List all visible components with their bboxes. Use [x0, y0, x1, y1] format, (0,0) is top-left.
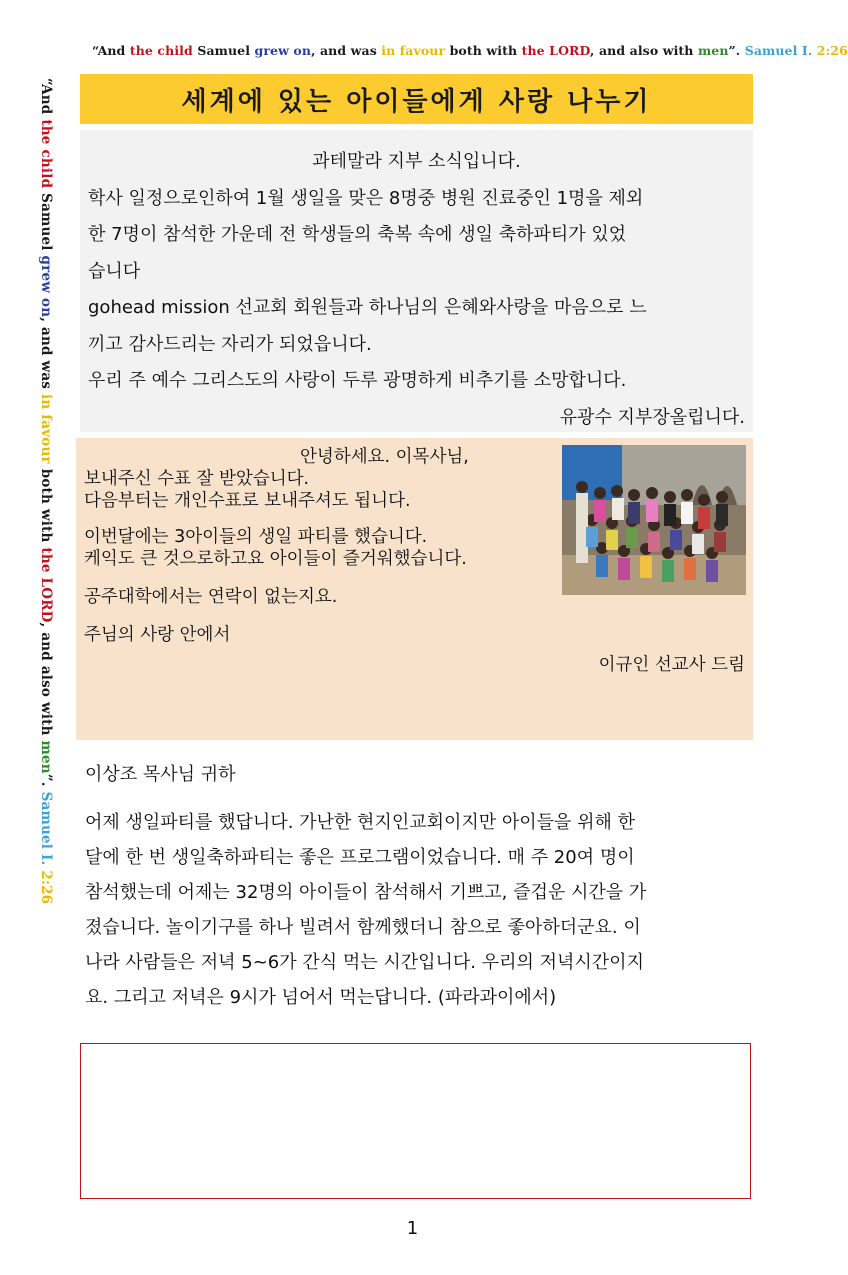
- verse-segment: ”.: [38, 773, 54, 792]
- guatemala-line: 습니다: [88, 260, 141, 282]
- guatemala-line: 한 7명이 참석한 가운데 전 학생들의 축복 속에 생일 축하파티가 있었: [88, 224, 627, 245]
- verse-segment: grew on: [38, 255, 54, 318]
- letter-line: 이번달에는 3아이들의 생일 파티를 했습니다.: [84, 527, 428, 547]
- guatemala-line: 우리 주 예수 그리스도의 사랑이 두루 광명하게 비추기를 소망합니다.: [88, 370, 627, 391]
- verse-segment: Samuel I.: [744, 43, 817, 58]
- letter-line: 다음부터는 개인수표로 보내주셔도 됩니다.: [84, 491, 411, 511]
- verse-segment: grew on: [254, 43, 312, 58]
- verse-segment: ”.: [728, 43, 745, 58]
- paraguay-line: 요. 그리고 저녁은 9시가 넘어서 먹는답니다. (파라과이에서): [85, 987, 557, 1008]
- verse-segment: , and was: [38, 317, 54, 395]
- verse-segment: 2:26: [816, 43, 848, 58]
- paraguay-letter: [85, 805, 750, 1015]
- guatemala-line: gohead mission 선교회 회원들과 하나님의 은혜와사랑을 마음으로 느: [88, 297, 647, 318]
- verse-segment: “And: [92, 43, 130, 58]
- title-banner: [80, 74, 753, 124]
- verse-segment: the child: [129, 43, 198, 58]
- paraguay-line: 달에 한 번 생일축하파티는 좋은 프로그램이었습니다. 매 주 20여 명이: [85, 847, 635, 868]
- guatemala-heading: 과테말라 지부 소식입니다.: [312, 151, 521, 172]
- verse-segment: both with: [449, 43, 522, 58]
- verse-segment: the child: [38, 119, 54, 194]
- letter-line: 주님의 사랑 안에서: [84, 625, 231, 645]
- letter-line: 케익도 큰 것으로하고요 아이들이 즐거워했습니다.: [84, 549, 467, 569]
- group-photo: [562, 445, 746, 595]
- letter-greeting: 안녕하세요. 이목사님,: [300, 447, 469, 467]
- verse-segment: the LORD: [38, 547, 54, 623]
- letter-line: 공주대학에서는 연락이 없는지요.: [84, 587, 338, 607]
- verse-segment: Samuel I.: [38, 791, 54, 871]
- verse-segment: both with: [38, 468, 54, 548]
- page-number: 1: [406, 1218, 419, 1239]
- verse-segment: in favour: [38, 394, 54, 469]
- letter-line: 보내주신 수표 잘 받았습니다.: [84, 469, 310, 489]
- verse-segment: , and also with: [590, 43, 698, 58]
- verse-segment: “And: [38, 78, 54, 120]
- guatemala-line: 학사 일정으로인하여 1월 생일을 맞은 8명중 병원 진료중인 1명을 제외: [88, 187, 644, 209]
- verse-segment: , and was: [311, 43, 382, 58]
- paraguay-line: 참석했는데 어제는 32명의 아이들이 참석해서 기쁘고, 즐겁운 시간을 가: [85, 882, 647, 903]
- guatemala-news-box: [80, 130, 753, 432]
- verse-segment: 2:26: [38, 870, 54, 905]
- paraguay-line: 졌습니다. 놀이기구를 하나 빌려서 함께했더니 참으로 좋아하더군요. 이: [85, 917, 641, 938]
- verse-segment: men: [697, 43, 729, 58]
- paraguay-line: 어제 생일파티를 했답니다. 가난한 현지인교회이지만 아이들을 위해 한: [85, 812, 636, 833]
- paraguay-addressee: 이상조 목사님 귀하: [85, 764, 236, 785]
- verse-segment: men: [38, 740, 54, 774]
- verse-segment: Samuel: [38, 193, 54, 256]
- guatemala-signature: 유광수 지부장올립니다.: [559, 406, 745, 428]
- guatemala-line: 끼고 감사드리는 자리가 되었읍니다.: [88, 333, 372, 355]
- verse-header: [92, 43, 848, 58]
- paraguay-line: 나라 사람들은 저녁 5~6가 간식 먹는 시간입니다. 우리의 저녁시간이지: [85, 952, 644, 973]
- letter-signature: 이규인 선교사 드림: [598, 655, 745, 675]
- verse-segment: , and also with: [38, 622, 54, 741]
- verse-side: [38, 78, 54, 904]
- page-title: 세계에 있는 아이들에게 사랑 나누기: [181, 86, 652, 117]
- verse-segment: in favour: [381, 43, 450, 58]
- verse-segment: the LORD: [521, 43, 591, 58]
- empty-frame-box: [80, 1043, 751, 1199]
- verse-segment: Samuel: [197, 43, 255, 58]
